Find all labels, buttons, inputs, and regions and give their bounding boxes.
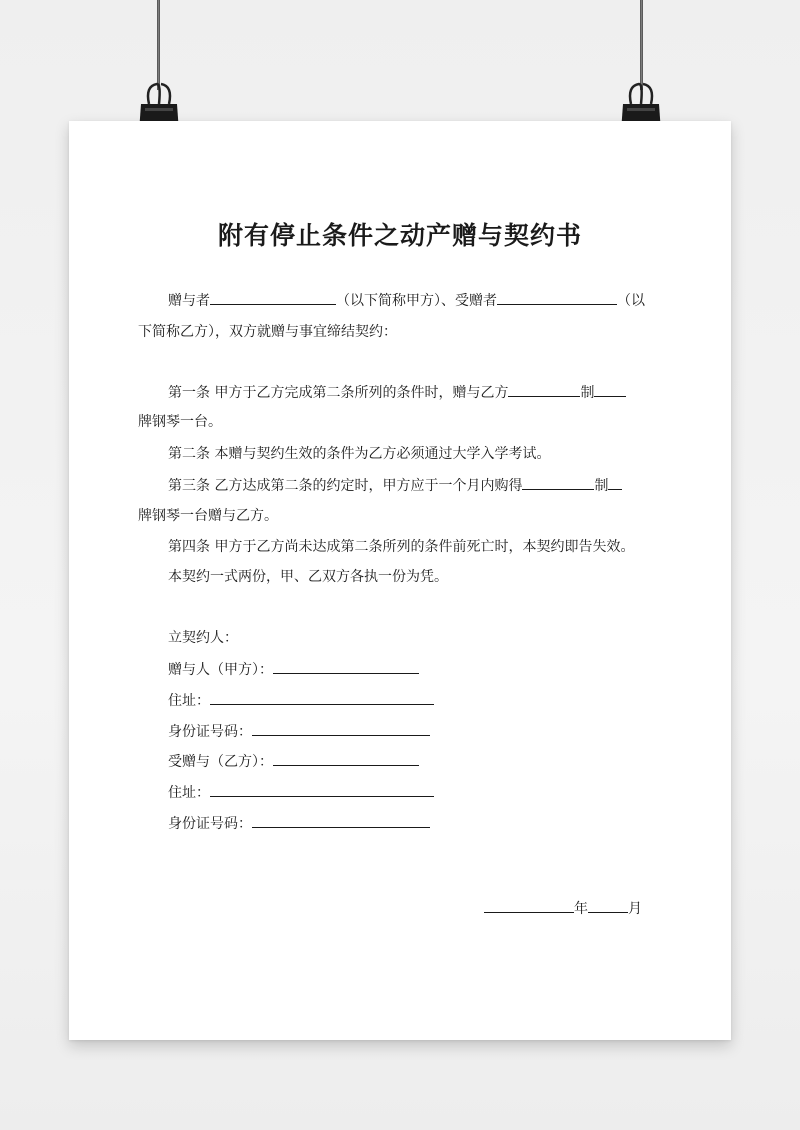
document-title: 附有停止条件之动产赠与契约书 [217,221,582,250]
donee-id-label: 身份证号码： [168,816,252,832]
donor-id-label: 身份证号码： [168,724,252,740]
donor-id-row [168,721,430,742]
intro-line-1 [168,290,645,311]
year-label: 年 [574,901,588,917]
donee-address-field[interactable] [210,782,434,797]
date-row [484,898,642,919]
donee-address-row [168,782,434,803]
article-3-suffix: 制 [594,478,609,494]
article-3-line-2: 牌钢琴一台赠与乙方。 [138,508,278,524]
article-1-text: 第一条 甲方于乙方完成第二条所列的条件时，赠与乙方 [168,385,509,401]
donor-signature-label: 赠与人（甲方）： [168,662,273,678]
donee-suffix: （以 [617,293,645,309]
donee-id-field[interactable] [252,813,430,828]
donor-signature-field[interactable] [273,659,419,674]
donee-address-label: 住址： [168,785,210,801]
donee-signature-label: 受赠与（乙方）： [168,754,273,770]
intro-line-2: 下简称乙方），双方就赠与事宜缔结契约： [138,324,397,340]
article-1-line-2: 牌钢琴一台。 [138,414,222,430]
article-3-brand-blank[interactable] [522,475,594,490]
article-1-trail-blank[interactable] [594,382,626,397]
article-1-line-1 [168,382,626,403]
donor-suffix: （以下简称甲方）、受赠者 [336,293,497,309]
month-field[interactable] [588,898,628,913]
year-field[interactable] [484,898,574,913]
hanging-wire-left [157,0,160,90]
donor-address-row [168,690,434,711]
donee-signature-row [168,751,419,772]
donor-id-field[interactable] [252,721,430,736]
donee-id-row [168,813,430,834]
donor-address-field[interactable] [210,690,434,705]
donor-name-blank[interactable] [210,290,336,305]
month-label: 月 [628,901,642,917]
article-1-brand-blank[interactable] [508,382,580,397]
article-3-trail-blank[interactable] [608,475,622,490]
article-1-suffix: 制 [580,385,595,401]
donor-address-label: 住址： [168,693,210,709]
donee-signature-field[interactable] [273,751,419,766]
article-4: 第四条 甲方于乙方尚未达成第二条所列的条件前死亡时，本契约即告失效。 [168,539,635,555]
donor-label: 赠与者 [168,293,210,309]
signatures-heading: 立契约人： [168,630,238,646]
article-3-line-1 [168,475,622,496]
article-2: 第二条 本赠与契约生效的条件为乙方必须通过大学入学考试。 [168,446,551,462]
article-3-text: 第三条 乙方达成第二条的约定时，甲方应于一个月内购得 [168,478,523,494]
donee-name-blank[interactable] [497,290,617,305]
hanging-wire-right [640,0,643,90]
donor-signature-row [168,659,419,680]
closing-line: 本契约一式两份，甲、乙双方各执一份为凭。 [168,569,448,585]
